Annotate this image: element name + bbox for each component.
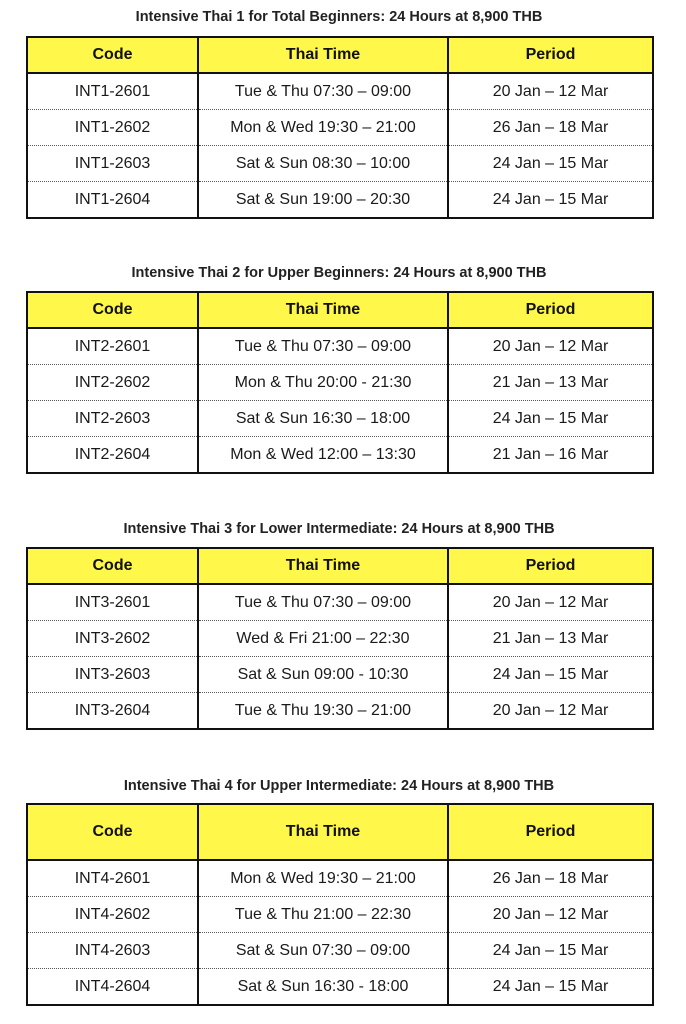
- schedule-table: [26, 803, 654, 1006]
- cell-period: 21 Jan – 16 Mar: [448, 437, 653, 474]
- cell-code: INT4-2603: [27, 933, 198, 969]
- cell-code: INT2-2602: [27, 365, 198, 401]
- cell-time: Sat & Sun 07:30 – 09:00: [198, 933, 448, 969]
- cell-time: Sat & Sun 08:30 – 10:00: [198, 146, 448, 182]
- table-row: [27, 365, 653, 401]
- cell-code: INT3-2601: [27, 584, 198, 621]
- column-header-period: Period: [448, 37, 653, 73]
- cell-period: 20 Jan – 12 Mar: [448, 73, 653, 110]
- cell-time: Tue & Thu 21:00 – 22:30: [198, 897, 448, 933]
- cell-code: INT1-2601: [27, 73, 198, 110]
- cell-time: Mon & Wed 19:30 – 21:00: [198, 860, 448, 897]
- schedule-table: [26, 291, 654, 474]
- table-row: [27, 584, 653, 621]
- cell-code: INT2-2603: [27, 401, 198, 437]
- cell-period: 20 Jan – 12 Mar: [448, 328, 653, 365]
- cell-code: INT3-2602: [27, 621, 198, 657]
- cell-time: Mon & Wed 19:30 – 21:00: [198, 110, 448, 146]
- cell-time: Sat & Sun 16:30 – 18:00: [198, 401, 448, 437]
- column-header-period: Period: [448, 548, 653, 584]
- table-row: [27, 182, 653, 219]
- cell-code: INT2-2601: [27, 328, 198, 365]
- cell-time: Sat & Sun 16:30 - 18:00: [198, 969, 448, 1006]
- schedule-table: [26, 547, 654, 730]
- schedule-table: [26, 36, 654, 219]
- column-header-period: Period: [448, 292, 653, 328]
- cell-time: Mon & Thu 20:00 - 21:30: [198, 365, 448, 401]
- cell-period: 21 Jan – 13 Mar: [448, 365, 653, 401]
- table-row: [27, 73, 653, 110]
- section-title: Intensive Thai 2 for Upper Beginners: 24 Hours at 8,900 THB: [131, 265, 547, 281]
- column-header-time: Thai Time: [198, 548, 448, 584]
- table-row: [27, 693, 653, 730]
- cell-period: 20 Jan – 12 Mar: [448, 897, 653, 933]
- cell-time: Wed & Fri 21:00 – 22:30: [198, 621, 448, 657]
- cell-period: 24 Jan – 15 Mar: [448, 146, 653, 182]
- column-header-code: Code: [27, 292, 198, 328]
- column-header-code: Code: [27, 37, 198, 73]
- column-header-period: Period: [448, 804, 653, 860]
- cell-period: 24 Jan – 15 Mar: [448, 933, 653, 969]
- table-row: [27, 146, 653, 182]
- table-header-row: [27, 292, 653, 328]
- cell-period: 24 Jan – 15 Mar: [448, 401, 653, 437]
- table-row: [27, 860, 653, 897]
- cell-period: 26 Jan – 18 Mar: [448, 110, 653, 146]
- cell-time: Tue & Thu 19:30 – 21:00: [198, 693, 448, 730]
- cell-time: Mon & Wed 12:00 – 13:30: [198, 437, 448, 474]
- cell-time: Sat & Sun 19:00 – 20:30: [198, 182, 448, 219]
- cell-code: INT4-2604: [27, 969, 198, 1006]
- cell-time: Sat & Sun 09:00 - 10:30: [198, 657, 448, 693]
- cell-period: 20 Jan – 12 Mar: [448, 693, 653, 730]
- column-header-time: Thai Time: [198, 292, 448, 328]
- cell-code: INT1-2604: [27, 182, 198, 219]
- table-header-row: [27, 548, 653, 584]
- table-row: [27, 969, 653, 1006]
- cell-period: 24 Jan – 15 Mar: [448, 969, 653, 1006]
- cell-period: 26 Jan – 18 Mar: [448, 860, 653, 897]
- cell-code: INT1-2602: [27, 110, 198, 146]
- table-row: [27, 621, 653, 657]
- cell-code: INT3-2604: [27, 693, 198, 730]
- cell-code: INT4-2601: [27, 860, 198, 897]
- table-header-row: [27, 804, 653, 860]
- section-title: Intensive Thai 1 for Total Beginners: 24 Hours at 8,900 THB: [135, 9, 543, 25]
- cell-period: 21 Jan – 13 Mar: [448, 621, 653, 657]
- cell-code: INT1-2603: [27, 146, 198, 182]
- cell-time: Tue & Thu 07:30 – 09:00: [198, 328, 448, 365]
- cell-time: Tue & Thu 07:30 – 09:00: [198, 584, 448, 621]
- cell-period: 20 Jan – 12 Mar: [448, 584, 653, 621]
- column-header-time: Thai Time: [198, 37, 448, 73]
- column-header-time: Thai Time: [198, 804, 448, 860]
- cell-period: 24 Jan – 15 Mar: [448, 657, 653, 693]
- column-header-code: Code: [27, 804, 198, 860]
- cell-code: INT4-2602: [27, 897, 198, 933]
- table-row: [27, 933, 653, 969]
- section-title: Intensive Thai 3 for Lower Intermediate: 24 Hours at 8,900 THB: [123, 521, 555, 537]
- table-row: [27, 897, 653, 933]
- table-row: [27, 657, 653, 693]
- cell-period: 24 Jan – 15 Mar: [448, 182, 653, 219]
- cell-code: INT3-2603: [27, 657, 198, 693]
- cell-time: Tue & Thu 07:30 – 09:00: [198, 73, 448, 110]
- cell-code: INT2-2604: [27, 437, 198, 474]
- table-header-row: [27, 37, 653, 73]
- table-row: [27, 437, 653, 474]
- table-row: [27, 401, 653, 437]
- section-title: Intensive Thai 4 for Upper Intermediate: 24 Hours at 8,900 THB: [123, 778, 555, 794]
- table-row: [27, 328, 653, 365]
- column-header-code: Code: [27, 548, 198, 584]
- table-row: [27, 110, 653, 146]
